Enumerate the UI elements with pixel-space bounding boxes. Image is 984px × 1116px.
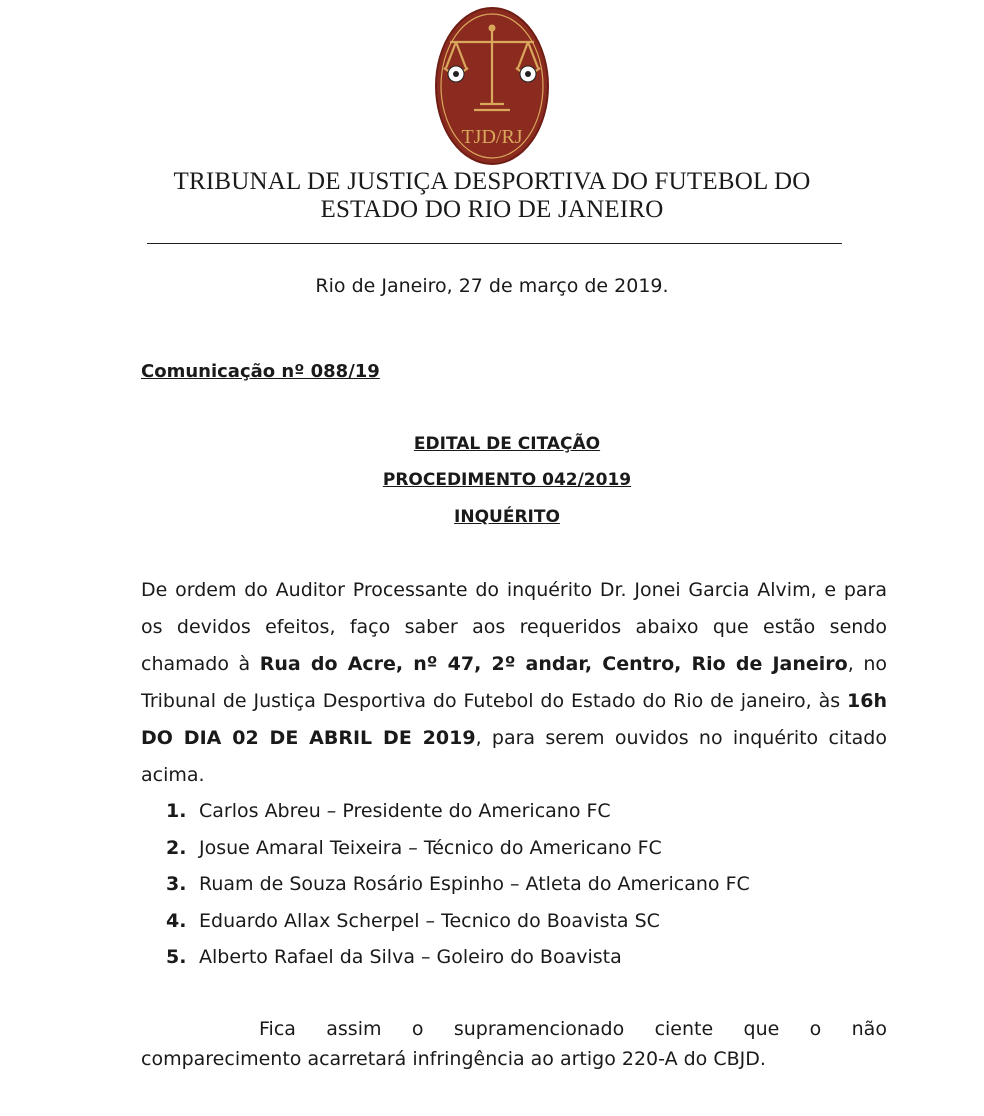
list-item: 3. Ruam de Souza Rosário Espinho – Atleta do Americano FC <box>166 873 750 896</box>
body-text-1: De ordem do Auditor Processante do inquérito Dr. Jonei Garcia Alvim, e para os devidos efeitos, faço saber aos requeridos abaixo que estão sendo chamado à <box>141 579 887 675</box>
list-item: 2. Josue Amaral Teixeira – Técnico do Americano FC <box>166 836 662 859</box>
closing-line-2: comparecimento acarretará infringência ao artigo 220-A do CBJD. <box>141 1048 766 1070</box>
body-text-2: , no Tribunal de Justiça Desportiva do Futebol do Estado do Rio de janeiro, às <box>141 653 887 712</box>
title-inquerito: INQUÉRITO <box>454 507 560 527</box>
body-paragraph <box>141 572 887 794</box>
tjdrj-logo <box>434 6 550 166</box>
list-item: 4. Eduardo Allax Scherpel – Tecnico do Boavista SC <box>166 909 660 932</box>
defendants-list <box>166 796 750 979</box>
communication-number: Comunicação nº 088/19 <box>141 361 380 382</box>
list-item: 1. Carlos Abreu – Presidente do Americano FC <box>166 800 611 822</box>
header-divider <box>147 243 842 244</box>
org-name-line1: TRIBUNAL DE JUSTIÇA DESPORTIVA DO FUTEBOL DO <box>173 168 811 195</box>
body-text-3: , para serem ouvidos no inquérito citado acima. <box>141 727 887 786</box>
title-procedimento: PROCEDIMENTO 042/2019 <box>382 470 632 490</box>
closing-line-1: Fica assim o supramencionado ciente que o não <box>259 1018 887 1040</box>
closing-paragraph <box>141 1014 887 1074</box>
title-edital: EDITAL DE CITAÇÃO <box>413 434 601 454</box>
hearing-datetime: 16h DO DIA 02 DE ABRIL DE 2019 <box>141 690 887 749</box>
list-item: 5. Alberto Rafael da Silva – Goleiro do Boavista <box>166 946 622 969</box>
document-date: Rio de Janeiro, 27 de março de 2019. <box>315 275 669 297</box>
logo-text: TJD/RJ <box>461 126 523 148</box>
hearing-address: Rua do Acre, nº 47, 2º andar, Centro, Rio de Janeiro <box>259 653 848 675</box>
org-name-line2: ESTADO DO RIO DE JANEIRO <box>320 196 664 223</box>
